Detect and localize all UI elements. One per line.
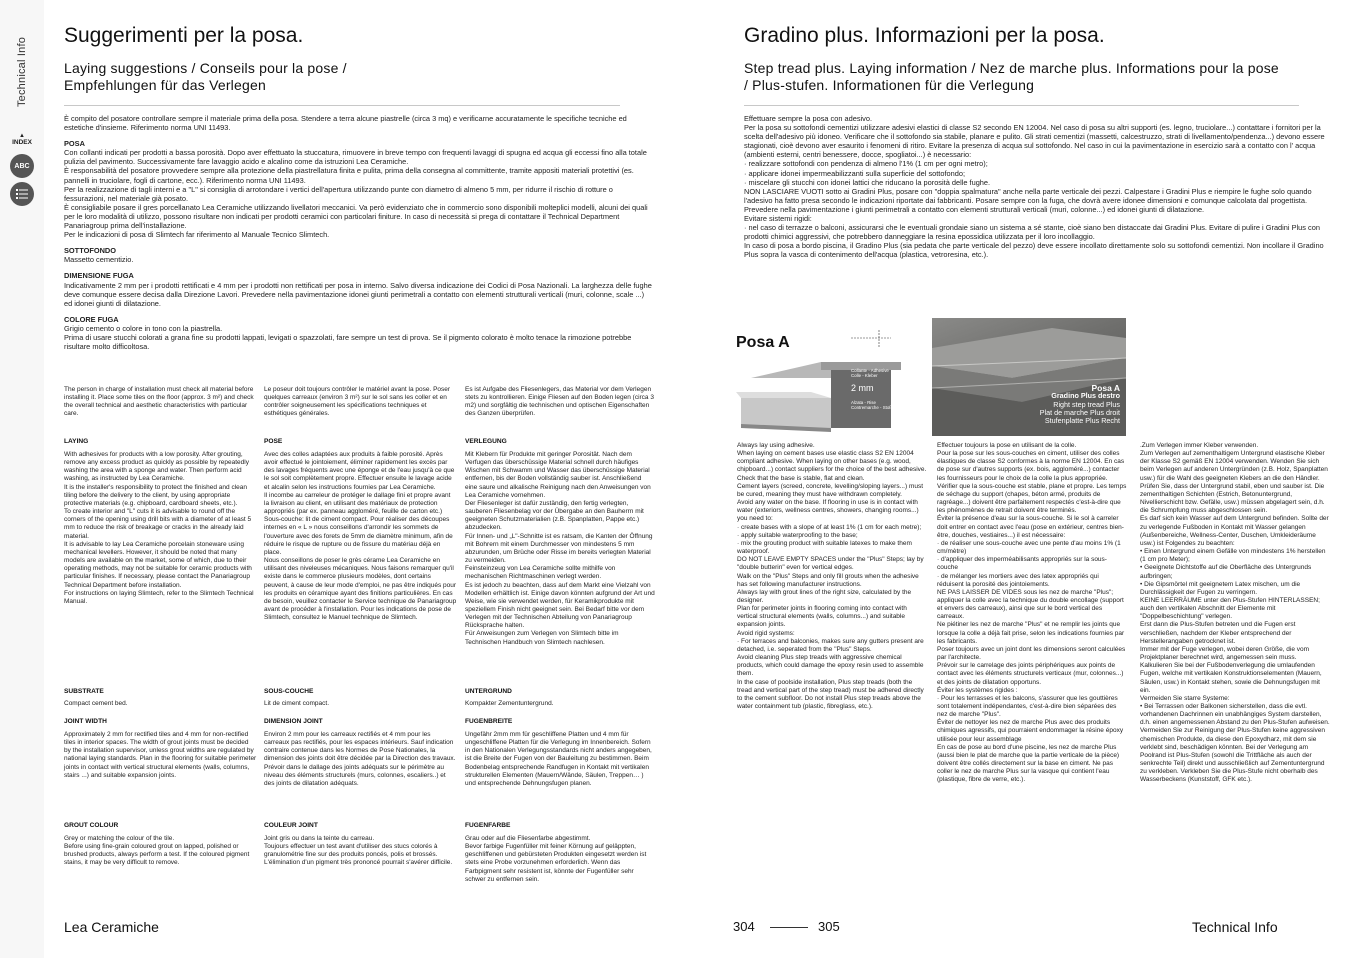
de-heading-verlegung: VERLEGUNG <box>465 438 507 445</box>
fr-step-info: Effectuer toujours la pose en utilisant de la colle. Pour la pose sur les sous-couches en ciment, utiliser des colles élastiques de classe S2 conformes à la norme EN 12004. En cas de pose sur d'autres supports (ex. bois, aggloméré...) contacter les fournisseurs pour le choix de la colle la plus appropriée. Vérifier que la sous-couche est stable, plane et propre. Les temps de séchage du support (chapes, béton armé, produits de ragréage...) doivent être parfaitement respectés c'est-à-dire que les phénomènes de retrait doivent être terminés. Éviter la présence d'eau sur la sous-couche. Si le sol à carreler doit entrer en contact avec l'eau (pose en extérieur, centres bien-être, douches, vestiaires...) il est nécessaire: · de réaliser une sous-couche avec une pente d'au moins 1% (1 cm/mètre) · d'appliquer des imperméabilisants appropriés sur la sous-couche · de mélanger les mortiers avec des latex appropriés qui réduisent la porosité des jointoiements. NE PAS LAISSER DE VIDES sous les nez de marche "Plus"; appliquer la colle avec la technique du double encollage (support et envers des carreaux), ainsi que sur le bord vertical des carreaux. Ne piétiner les nez de marche "Plus" et ne remplir les joints que lorsque la colle a déjà fait prise, selon les indications fournies par les fabricants. Poser toujours avec un joint dont les dimensions seront calculées par l'architecte. Prévoir sur le carrelage des joints périphériques aux points de contact avec les éléments structurels verticaux (mur, colonnes...) et des joints de dilatation opportuns. Éviter les systèmes rigides : · Pour les terrasses et les balcons, s'assurer que les gouttières sont totalement indépendantes, c'est-à-dire bien séparées des nez de marche "Plus". Éviter de nettoyer les nez de marche Plus avec des produits chimiques agressifs, qui pourraient endommager la résine époxy utilisée pour leur assemblage En cas de pose au bord d'une piscine, les nez de marche Plus (aussi bien le plat de marche que la partie verticale de la pièce) doivent être collés directement sur la base en ciment. Ne pas coller le nez de marche Plus sur la vasque qui contient l'eau (plastique, fibre de verre, etc.). <box>937 442 1127 784</box>
de-heading-untergrund: UNTERGRUND <box>465 688 512 695</box>
photo-caption: Posa A Gradino Plus destro Right step tread Plus Plat de marche Plus droit Stufenplatte Plus Recht <box>1039 383 1120 426</box>
index-link[interactable]: ▲ INDEX <box>12 133 32 146</box>
en-intro: The person in charge of installation must check all material before installing it. Place some tiles on the floor (approx. 3 m²) and check the overall technical and aesthetic characteristics with particular care. <box>64 386 254 418</box>
step-photo <box>932 318 1126 436</box>
italian-section: È compito del posatore controllare sempre il materiale prima della posa. Stendere a terra alcune piastrelle (circa 3 mq) e verificarne accuratamente le specifiche tecniche ed estetiche d'insieme. Riferimento norma UNI 11493. POSA Con collanti indicati per prodotti a bassa porosità. Dopo aver effettuato la stuccatura, rimuovere in breve tempo con frequenti lavaggi di spugna ed acqua gli eccessi fino alla totale pulizia del pavimento. Successivamente fare lavaggio acido e alcalino come da istruzioni Lea Ceramiche. È responsabilità del posatore provvedere sempre alla protezione della piastrellatura finita e pulita, prima della consegna al committente, tramite appositi materiali protettivi (es. pannelli in truciolare, fogli di cartone, ecc.). Riferimento norma UNI 11493. Per la realizzazione di tagli interni e a "L" si consiglia di arrotondare i vertici dell'apertura utilizzando punte con diametro di almeno 5 mm, per ridurre il rischio di rotture o fessurazioni, nel materiale già posato. È consigliabile posare il gres porcellanato Lea Ceramiche utilizzando livellatori meccanici. Va però evidenziato che in commercio sono disponibili molteplici modelli, alcuni dei quali per le loro modalità di utilizzo, possono risultare non indicati per prodotti ceramici con particolari finiture. In caso di necessità si prega di contattare il Technical Department Panariagroup prima dell'installazione. Per le indicazioni di posa di Slimtech far riferimento al Manuale Tecnico Slimtech. SOTTOFONDO Massetto cementizio. DIMENSIONE FUGA Indicativamente 2 mm per i prodotti rettificati e 4 mm per i prodotti non rettificati per posa in interno. Salvo diversa indicazione dei Codici di Posa Nazionali. La larghezza delle fughe deve comunque essere decisa dalla Direzione Lavori. Prevedere nella pavimentazione idonei giunti perimetrali a contatto con elementi strutturali verticali (muri, colonne, scale ...) ed idonei giunti di dilatazione. COLORE FUGA Grigio cemento o colore in tono con la piastrella. Prima di usare stucchi colorati a grana fine su prodotti lappati, levigati o spazzolati, fare sempre un test di prova. Se il pigmento colorato è molto tenace la rimozione potrebbe risultare molto difficoltosa. <box>64 114 652 352</box>
de-farbe: Grau oder auf die Fliesenfarbe abgestimmt. Bevor farbige Fugenfüller mit feiner Körnung auf geläppten, geschliffenen und gebürsteten Produkten eingesetzt werden ist stets eine Probe vorzunehmen erforderlich. Wenn das Farbpigment sehr resistent ist, könnte der Fugenfüller sehr schwer zu entfernen sein. <box>465 835 647 883</box>
de-fuge: Ungefähr 2mm mm für geschliffene Platten und 4 mm für ungeschliffene Platten für die Verlegung im Innenbereich. Sofern in den Nationalen Verlegungsstandards nicht anders angegeben, ist die Breite der Fugen von der Bauleitung zu bestimmen. Beim Bodenbelag entsprechende Randfugen in Kontakt mit vertikalen strukturellen Elementen (Mauern/Wände, Säulen, Treppen… ) und entsprechende Dehnungsfugen planen. <box>465 731 652 787</box>
de-verlegung: Mit Klebern für Produkte mit geringer Porosität. Nach dem Verfugen das überschüssige Material schnell durch häufiges Wischen mit Schwamm und Wasser das überschüssige Material entfernen, bis der Boden vollständig sauber ist. Anschließend eine saure und alkalische Reinigung nach den Anweisungen von Lea Ceramiche vornehmen. Der Fliesenleger ist dafür zuständig, den fertig verlegten, sauberen Fliesenbelag vor der Übergabe an den Bauherrn mit geeigneten Schutzmaterialien (z.B. Spanplatten, Pappe etc.) abzudecken. Für Innen- und „L"-Schnitte ist es ratsam, die Kanten der Öffnung mit Bohrern mit einem Durchmesser von mindestens 5 mm abzurunden, um Brüche oder Risse im bereits verlegten Material zu vermeiden. Feinsteinzeug von Lea Ceramiche sollte mithilfe von mechanischen Richtmaschinen verlegt werden. Es ist jedoch zu beachten, dass auf dem Markt eine Vielzahl von Modellen erhältlich ist. Einige davon könnten aufgrund der Art und Weise, wie sie verwendet werden, für Keramikprodukte mit speziellem Finish nicht geeignet sein. Bei Bedarf bitte vor dem Verlegen mit der Technischen Abteilung von Panariagroup Rücksprache halten. Für Anweisungen zum Verlegen von Slimtech bitte im Technischen Handbuch von Slimtech nachlesen. <box>465 451 655 646</box>
en-laying: With adhesives for products with a low porosity. After grouting, remove any excess product as quickly as possible by repeatedly washing the area with a sponge and water. Then perform acid washing, as instructed by Lea Ceramiche. It is the installer's responsibility to protect the finished and clean tiling before the delivery to the client, by using appropriate protective materials (e.g. chipboard, cardboard sheets, etc.). To create interior and "L" cuts it is advisable to round off the corners of the opening using drill bits with a diameter of at least 5 mm to reduce the risk of breakage or cracks in the already laid material. It is advisable to lay Lea Ceramiche porcelain stoneware using mechanical levellers. However, it should be noted that many models are available on the market, some of which, due to their operating methods, may not be suitable for ceramic products with particular finishes. If necessary, please contact the Panariagroup Technical Department before installation. For instructions on laying Slimtech, refer to the Slimtech Technical Manual. <box>64 451 254 605</box>
en-joint: Approximately 2 mm for rectified tiles and 4 mm for non-rectified tiles in interior spaces. The width of grout joints must be decided by the installation supervisor, unless grout widths are regulated by national laying standards. Plan in the flooring for suitable perimeter joints in contact with vertical structural elements (walls, columns, stairs ...) and suitable expansion joints. <box>64 731 257 779</box>
en-heading-laying: LAYING <box>64 438 89 445</box>
posa-a-label: Posa A <box>736 334 790 351</box>
subtitle-left: Laying suggestions / Conseils pour la pose / Empfehlungen für das Verlegen <box>64 60 347 93</box>
page-number-divider <box>770 927 808 928</box>
en-heading-substrate: SUBSTRATE <box>64 688 104 695</box>
fr-heading-pose: POSE <box>264 438 283 445</box>
page-title-left: Suggerimenti per la posa. <box>64 24 304 47</box>
de-step-info: .Zum Verlegen immer Kleber verwenden. Zum Verlegen auf zementhaltigem Untergrund elastische Kleber der Klasse S2 gemäß EN 12004 verwenden. Wenden Sie sich beim Verlegen auf anderen Untergründen (z.B. Holz, Spanplatten usw.) für die Wahl des geeigneten Klebers an die den Händler. Prüfen Sie, dass der Untergrund stabil, eben und sauber ist. Die zementhaltigen Schichten (Estrich, Betonuntergrund, Nivellierschicht bzw. Gefälle, usw.) müssen abgelagert sein, d.h. die Schrumpfung muss abgeschlossen sein. Es darf sich kein Wasser auf dem Untergrund befinden. Sollte der zu verlegende Fußboden in Kontakt mit Wasser gelangen (Außenbereiche, Wellness-Center, Duschen, Umkleideräume usw.) ist Folgendes zu beachten: • Einen Untergrund einem Gefälle von mindestens 1% herstellen (1 cm pro Meter); • Geeignete Dichtstoffe auf die Oberfläche des Untergrunds aufbringen; • Die Gipsmörtel mit geeignetem Latex mischen, um die Durchlässigkeit der Fugen zu verringern. KEINE LEERRÄUME unter den Plus-Stufen HINTERLASSEN; auch den vertikalen Abschnitt der Elemente mit "Doppelbeschichtung" verlegen. Erst dann die Plus-Stufen betreten und die Fugen erst verschließen, nachdem der Kleber entsprechend der Herstellerangaben getrocknet ist. Immer mit der Fuge verlegen, wobei deren Größe, die vom Projektplaner berechnet wird, angemessen sein muss. Kalkulieren Sie bei der Fußbodenverlegung die umlaufenden Fugen, welche mit vertikalen Konstruktionselementen (Mauern, Säulen, usw.) in Kontakt stehen, sowie die Dehnungsfugen mit ein. Vermeiden Sie starre Systeme: • Bei Terrassen oder Balkonen sicherstellen, dass die evtl. vorhandenen Dachrinnen ein unabhängiges System darstellen, d.h. einen angemessenen Abstand zu den Plus-Stufen aufweisen. Vermeiden Sie zur Reinigung der Plus-Stufen keine aggressiven chemischen Produkte, da diese den Epoxydharz, mit dem sie verklebt sind, beschädigen könnten. Bei der Verlegung am Poolrand ist Plus-Stufen (sowohl die Trittfläche als auch der senkrechte Teil) direkt und ausschließlich auf Zementuntergrund zu verkleben. Verkleben Sie die Plus-Stufe nicht oberhalb des Wasserbeckens (Kunststoff, GFK etc.). <box>1140 442 1330 784</box>
page-number-left: 304 <box>733 919 755 934</box>
fr-intro: Le poseur doit toujours contrôler le matériel avant la pose. Poser quelques carreaux (environ 3 m²) sur le sol sans les coller et en contrôler soigneusement les spécifications techniques et esthétiques générales. <box>264 386 451 418</box>
fr-heading-couleur: COULEUR JOINT <box>264 822 318 829</box>
fr-heading-joint: DIMENSION JOINT <box>264 718 323 725</box>
footer-brand: Lea Ceramiche <box>64 919 159 935</box>
en-step-info: Always lay using adhesive. When laying on cement bases use elastic class S2 EN 12004 compliant adhesive. When laying on other bases (e.g. wood, chipboard...) contact suppliers for the choice of the best adhesive. Check that the base is stable, flat and clean. Cement layers (screed, concrete, levelling/sloping layers...) must be cured, meaning they must have withdrawn completely. Avoid any water on the base. If flooring in use is in contact with water (exteriors, wellness centres, showers, changing rooms...) you need to: · create bases with a slope of at least 1% (1 cm for each metre); · apply suitable waterproofing to the base; · mix the grouting product with suitable latexes to make them waterproof. DO NOT LEAVE EMPTY SPACES under the "Plus" Steps; lay by "double butterin" even for vertical edges. Walk on the "Plus" Steps and only fill grouts when the adhesive has set following manufacturer instructions. Always lay with grout lines of the right size, calculated by the designer. Plan for perimeter joints in flooring coming into contact with vertical structural elements (walls, columns...) and suitable expansion joints. Avoid rigid systems: · For terraces and balconies, makes sure any gutters present are detached, i.e. seperated from the "Plus" Steps. Avoid cleaning Plus step treads with aggressive chemical products, which could damage the epoxy resin used to assemble them. In the case of poolside installation, Plus step treads (both the tread and vertical part of the step tread) must be adhered directly to the cement subfloor. Do not install Plus step treads above the water containment tub (plastic, fibreglass, etc.). <box>737 442 927 710</box>
de-intro: Es ist Aufgabe des Fliesenlegers, das Material vor dem Verlegen stets zu kontrollieren. Einige Fliesen auf den Boden legen (circa 3 m2) und sorgfältig die technischen und optischen Eigenschaften des Ganzen überprüfen. <box>465 386 654 418</box>
subtitle-right: Step tread plus. Laying information / Nez de marche plus. Informations pour la pose / Plus-stufen. Informationen für die Verlegung <box>744 60 1279 93</box>
posa-a-diagram <box>731 318 921 436</box>
abc-index-button[interactable]: ABC <box>10 154 34 178</box>
de-heading-fuge: FUGENBREITE <box>465 718 513 725</box>
list-icon[interactable] <box>10 182 34 206</box>
divider <box>744 105 1299 106</box>
fr-couleur: Joint gris ou dans la teinte du carreau. Toujours effectuer un test avant d'utiliser des stucs colorés à granulométrie fine sur des produits poncés, polis et brossés. L'élimination d'un pigment très prononcé pourrait s'avérer difficile. <box>264 835 453 867</box>
de-untergrund: Kompakter Zementuntergrund. <box>465 700 554 707</box>
diagram-labels: Collante - Adhesive Colle - Kleber 2 mm Alzata - Rise Contremarche - Stoßfläche <box>851 368 904 410</box>
de-heading-farbe: FUGENFARBE <box>465 822 511 829</box>
page-number-right: 305 <box>818 919 840 934</box>
fr-heading-sous-couche: SOUS-COUCHE <box>264 688 314 695</box>
fr-joint: Environ 2 mm pour les carreaux rectifiés et 4 mm pour les carreaux pas rectifiés, pour les espaces intérieurs. Sauf indication contraire contenue dans les Normes de Pose Nationales, la dimension des joints doit être décidée par la Direction des travaux. Prévoir dans le dallage des joints adéquats sur le périmètre au niveau des éléments structurels (murs, colonnes, escaliers..) et des joints de dilatation adéquats. <box>264 731 456 787</box>
italian-step-info: Effettuare sempre la posa con adesivo. Per la posa su sottofondi cementizi utilizzare adesivi elastici di classe S2 secondo EN 12004. Nel caso di posa su altri supporti (es. legno, truciolare...) contattare i fornitori per la scelta dell'adesivo più idoneo. Verificare che il sottofondo sia stabile, planare e pulito. Gli strati cementizi (massetti, calcestruzzo, strati di livellamento/pendenza...) devono essere stagionati, cioè devono aver esaurito i fenomeni di ritiro. Evitare la presenza di acqua sul sottofondo. Nel caso in cui la pavimentazione in esercizio sarà a contatto con l' acqua (ambienti esterni, centri benessere, docce, spogliatoi...) è necessario: · realizzare sottofondi con pendenza di almeno l'1% (1 cm per ogni metro); · applicare idonei impermeabilizzanti sulla superficie del sottofondo; · miscelare gli stucchi con idonei lattici che riducano la porosità delle fughe. NON LASCIARE VUOTI sotto ai Gradini Plus, posare con "doppia spalmatura" anche nella parte verticale dei pezzi. Calpestare i Gradini Plus e riempire le fughe solo quando l'adesivo ha fatto presa secondo le indicazioni riportate dai fabbricanti. Posare sempre con la fuga, che dovrà avere idonee dimensioni e comunque calcolata dal progettista. Prevedere nella pavimentazione i giunti perimetrali a contatto con elementi strutturali verticali (muri, colonne...) ed idonei giunti di dilatazione. Evitare sistemi rigidi: · nel caso di terrazze o balconi, assicurarsi che le eventuali grondaie siano un sistema a sé stante, cioè siano ben distaccate dai Gradini Plus. Evitare di pulire i Gradini Plus con prodotti chimici aggressivi, che potrebbero danneggiare la resina epossidica utilizzata per il loro incollaggio. In caso di posa a bordo piscina, il Gradino Plus (sia pedata che parte verticale del pezzo) deve essere incollato direttamente solo su sottofondi cementizi. Non incollare il Gradino Plus sopra la vasca di contenimento dell'acqua (plastica, vetroresina, etc.). <box>744 114 1325 260</box>
fr-pose: Avec des colles adaptées aux produits à faible porosité. Après avoir effectué le jointoiement, éliminer rapidement les excès par des lavages fréquents avec une éponge et de l'eau jusqu'à ce que le sol soit complètement propre. Effectuer ensuite le lavage acide et alcalin selon les instructions fournies par Lea Ceramiche. Il incombe au carreleur de protéger le dallage fini et propre avant la livraison au client, en utilisant des matériaux de protection appropriés (par ex. panneau aggloméré, feuille de carton etc.) Sous-couche: lit de ciment compact. Pour réaliser des découpes internes en « L » nous conseillons d'arrondir les sommets de l'ouverture avec des forets de 5mm de diamètre minimum, afin de réduire le risque de rupture ou de fissure du matériau déjà en place. Nous conseillons de poser le grès cérame Lea Ceramiche en utilisant des niveleuses mécaniques. Nous faisons remarquer qu'il existe dans le commerce plusieurs modèles, dont certains peuvent, à cause de leur mode d'emploi, ne pas être indiqués pour les produits en céramique ayant des finitions particulières. En cas de besoin, veuillez contacter le Service technique de Panariagroup avant de procéder à l'installation. Pour les indications de pose de Slimtech, consultez le Manuel technique de Slimtech. <box>264 451 457 622</box>
footer-technical-info: Technical Info <box>1192 919 1278 935</box>
en-heading-grout: GROUT COLOUR <box>64 822 119 829</box>
en-grout: Grey or matching the colour of the tile. Before using fine-grain coloured grout on lapped, polished or brushed products, always perform a test. If the coloured pigment stains, it may be very difficult to remove. <box>64 835 250 867</box>
page-title-right: Gradino plus. Informazioni per la posa. <box>744 24 1105 47</box>
en-substrate: Compact cement bed. <box>64 700 128 707</box>
divider <box>64 105 620 106</box>
en-heading-joint: JOINT WIDTH <box>64 718 107 725</box>
sidebar-label: Technical Info <box>16 36 28 108</box>
sidebar <box>0 0 44 958</box>
fr-sous-couche: Lit de ciment compact. <box>264 700 330 707</box>
